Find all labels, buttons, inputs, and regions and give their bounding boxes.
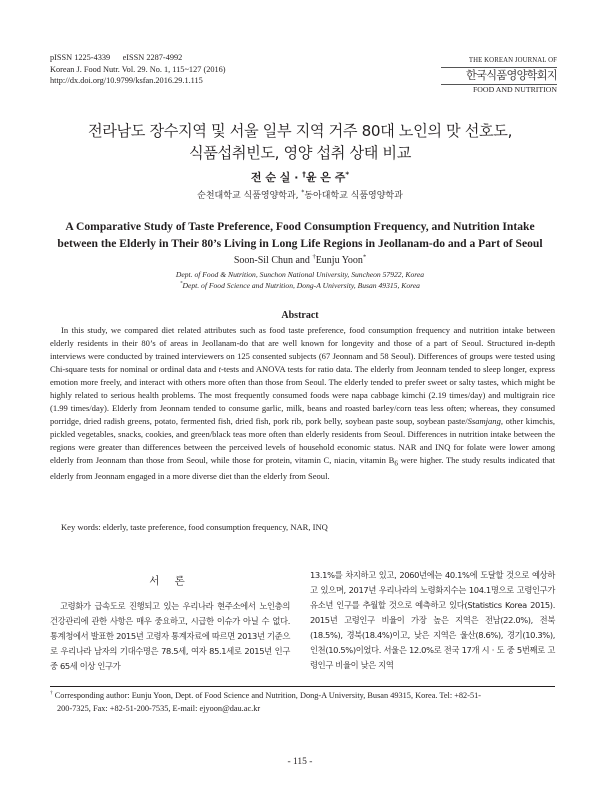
affil-en-1: Dept. of Food & Nutrition, Sunchon National University, Suncheon 57922, Korea <box>175 270 425 279</box>
english-title <box>30 219 570 252</box>
korean-title-line2: 식품섭취빈도, 영양 섭취 상태 비교 <box>189 144 411 162</box>
korean-title-line1: 전라남도 장수지역 및 서울 일부 지역 거주 80대 노인의 맛 선호도, <box>87 122 512 140</box>
footnote <box>50 689 555 715</box>
english-title-line2: between the Elderly in Their 80’s Living in Long Life Regions in Jeollanam-do and a Part of Seoul <box>57 236 543 250</box>
affiliation-mark-en: * <box>362 253 367 261</box>
body-left-text: 고령화가 급속도로 진행되고 있는 우리나라 현주소에서 노인층의 건강관리에 관한 사항은 매우 중요하고, 시급한 이슈가 아닐 수 없다. 통계청에서 발표한 2015년 고령자 통계자료에 따르면 2013년 기준으로 우리나라 남자의 기대수명은 78.5세, 여자 85.1세로 2015년 인구 중 65세 이상 인구가 <box>50 601 290 671</box>
korean-title <box>20 120 580 164</box>
body-column-left <box>50 599 290 674</box>
affil-mark: * <box>301 190 305 196</box>
abstract-body <box>50 324 555 483</box>
affil-ko-2: 동아대학교 식품영양학과 <box>304 191 403 201</box>
affil-ko-1: 순천대학교 식품영양학과, <box>197 191 302 201</box>
korean-authors <box>0 169 600 185</box>
section-title-introduction: 서 론 <box>149 575 191 587</box>
author-en-1: Soon-Sil Chun and <box>233 255 313 266</box>
body-column-right <box>310 568 555 673</box>
affiliation-mark: * <box>345 169 350 179</box>
affil-en-mark: * <box>180 280 183 286</box>
journal-name-en-bottom: FOOD AND NUTRITION <box>472 85 557 94</box>
footnote-line1: Corresponding author: Eunju Yoon, Dept. of Food Science and Nutrition, Dong-A University, Busan 49315, Korea. Tel: +82-51- <box>52 691 482 700</box>
english-authors <box>0 255 600 266</box>
footnote-line2: 200-7325, Fax: +82-51-200-7535, E-mail: ejyoon@dau.ac.kr <box>57 704 261 713</box>
footnote-mark: † <box>50 690 53 697</box>
author-en-2: Eunju Yoon <box>315 255 363 266</box>
citation: Korean J. Food Nutr. Vol. 29. No. 1, 115~127 (2016) <box>50 64 226 74</box>
journal-logo <box>441 56 557 95</box>
body-right-text: 13.1%를 차지하고 있고, 2060년에는 40.1%에 도달할 것으로 예상하고 있으며, 2017년 우리나라의 노령화지수는 104.1명으로 고령인구가 유소년 인구를 추월할 것으로 예측하고 있다(Statistics Korea 2015). 2015년 고령인구 비율이 가장 높은 지역은 전남(22.0%), 전북(18.5%), 경북(18.4%)이고, 낮은 지역은 울산(8.6%), 경기(10.3%), 인천(10.5%)이었다. 서울은 12.0%로 전국 17개 시 · 도 중 5번째로 고령인구 비율이 낮은 지역 <box>310 570 555 670</box>
korean-affiliations <box>0 188 600 201</box>
footnote-divider <box>50 686 555 687</box>
issn: pISSN 1225-4339 eISSN 2287-4992 <box>50 53 183 62</box>
keywords: Key words: elderly, taste preference, food consumption frequency, NAR, INQ <box>61 522 328 532</box>
journal-name-ko: 한국식품영양학회지 <box>441 68 557 85</box>
doi-link[interactable]: http://dx.doi.org/10.9799/ksfan.2016.29.1.115 <box>50 76 203 86</box>
corresponding-mark: † <box>302 169 306 179</box>
page-number: - 115 - <box>287 757 313 767</box>
author-ko-1: 전 순 실 · <box>250 171 303 184</box>
abstract-paragraph: In this study, we compared diet related attributes such as food taste preference, food consumption frequency and nutrition intake between elderly residents in their 80’s of areas in Jeollanam-do that are well known for longevity and those of a part of Seoul. Structured in-depth interviews were conducted by trained interviewers on 125 consented subjects (67 Jeonnam and 58 Seoul). Differences of groups were tested using Chi-square tests for nominal or ordinal data and t-tests and ANOVA tests for ratio data. The elderly from Jeonnam tended to sleep longer, express emotion more freely, and interact with others more often than those from Seoul. The elderly tended to prefer sweet or salty tastes, which might be highly related to serious health problems. The most frequently consumed foods were napa cabbage kimchi (2.19 times/day) and multigrain rice (1.99 times/day). Elderly from Jeonnam tended to consume garlic, milk, beans and roasted barley/corn teas less often; whereas, they consumed porridge, dried radish greens, potato, fermented fish, dried fish, pork rib, pork belly, soybean paste soup, soybean paste/Ssamjang, other kimchis, pickled vegetables, snacks, cookies, and green/black teas more often than elderly residents from Seoul. Differences in nutrition intake between the regions were greater than differences between the perceived levels of household economic status. NAR and INQ for folate were lower among elderly from Jeonnam than those from Seoul, while those for protein, vitamin C, niacin, vitamin $B_6$ were higher. The study results indicated that elderly from Jeonnam engaged in a more diverse diet than the elderly from Seoul. <box>50 325 556 482</box>
publication-info <box>50 52 226 87</box>
journal-name-en-top: THE KOREAN JOURNAL OF <box>441 56 557 68</box>
english-title-line1: A Comparative Study of Taste Preference, Food Consumption Frequency, and Nutrition Intake <box>65 220 535 233</box>
english-affiliations <box>0 270 600 291</box>
abstract-heading: Abstract <box>281 310 319 321</box>
author-ko-2: 윤 은 주 <box>305 171 346 184</box>
corresponding-mark-en: † <box>312 253 316 261</box>
affil-en-2: Dept. of Food Science and Nutrition, Dong-A University, Busan 49315, Korea <box>182 280 420 290</box>
